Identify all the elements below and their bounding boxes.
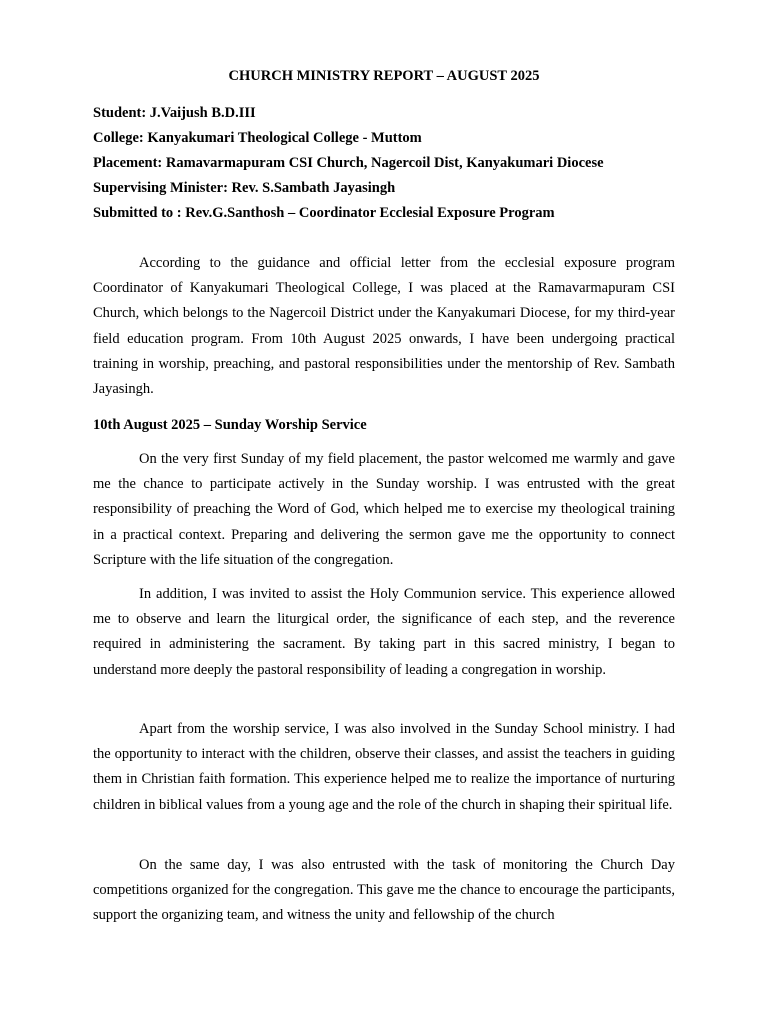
section-heading: 10th August 2025 – Sunday Worship Service — [93, 417, 367, 433]
report-title: CHURCH MINISTRY REPORT – AUGUST 2025 — [228, 68, 540, 84]
placement-line: Placement: Ramavarmapuram CSI Church, Nagercoil Dist, Kanyakumari Diocese — [93, 155, 604, 171]
body-paragraph: On the same day, I was also entrusted with the task of monitoring the Church Day competitions organized for the congregation. This gave me the chance to encourage the participants, support the organizing team, and witness the unity and fellowship of the church — [93, 857, 675, 924]
body-paragraph: On the very first Sunday of my field placement, the pastor welcomed me warmly and gave me the chance to participate actively in the Sunday worship. I was entrusted with the great responsibility of preaching the Word of God, which helped me to exercise my theological training in a practical context. Preparing and delivering the sermon gave me the opportunity to connect Scripture with the life situation of the congregation. — [93, 451, 675, 568]
body-paragraph: Apart from the worship service, I was also involved in the Sunday School ministry. I had the opportunity to interact with the children, observe their classes, and assist the teachers in guiding them in Christian faith formation. This experience helped me to realize the importance of nurturing children in biblical values from a young age and the role of the church in shaping their spiritual life. — [93, 721, 675, 813]
college-line: College: Kanyakumari Theological College - Muttom — [93, 130, 422, 146]
body-paragraph: In addition, I was invited to assist the Holy Communion service. This experience allowed me to observe and learn the liturgical order, the significance of each step, and the reverence required in administering the sacrament. By taking part in this sacred ministry, I began to understand more deeply the pastoral responsibility of leading a congregation in worship. — [93, 586, 675, 678]
intro-paragraph: According to the guidance and official letter from the ecclesial exposure program Coordinator of Kanyakumari Theological College, I was placed at the Ramavarmapuram CSI Church, which belongs to the Nagercoil District under the Kanyakumari Diocese, for my third-year field education program. From 10th August 2025 onwards, I have been undergoing practical training in worship, preaching, and pastoral responsibilities under the mentorship of Rev. Sambath Jayasingh. — [93, 255, 675, 398]
supervisor-line: Supervising Minister: Rev. S.Sambath Jayasingh — [93, 180, 396, 196]
student-line: Student: J.Vaijush B.D.III — [93, 105, 256, 121]
submitted-to-line: Submitted to : Rev.G.Santhosh – Coordinator Ecclesial Exposure Program — [93, 205, 555, 221]
